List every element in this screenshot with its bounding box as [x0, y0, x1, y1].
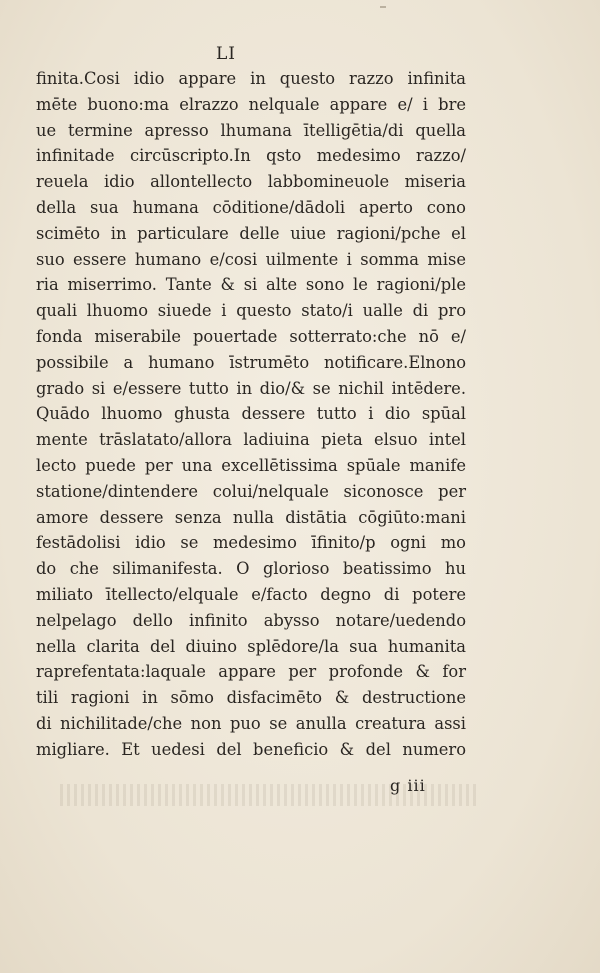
text-line: nelpelago dello infinito abysso notare/uedendo	[36, 610, 466, 630]
text-line: do che silimanifesta. O glorioso beatissimo hu	[36, 559, 466, 579]
ink-speck	[380, 6, 386, 8]
text-line: statione/dintendere colui/nelquale siconosce per	[36, 481, 466, 501]
text-line: mente trāslatato/allora ladiuina pieta elsuo intel	[36, 430, 466, 450]
text-line: quali lhuomo siuede i questo stato/i ualle di pro	[36, 301, 466, 321]
text-line: reuela idio allontellecto labbomineuole miseria	[36, 172, 466, 192]
text-line: raprefentata:laquale appare per profonde & for	[36, 662, 466, 682]
text-line: miliato ītellecto/elquale e/facto degno di potere	[36, 584, 466, 604]
text-line: nella clarita del diuino splēdore/la sua humanita	[36, 636, 466, 656]
text-line: di nichilitade/che non puo se anulla creatura assi	[36, 713, 466, 733]
text-line: migliare. Et uedesi del beneficio & del numero	[36, 739, 466, 759]
text-line: della sua humana cōditione/dādoli aperto cono	[36, 197, 466, 217]
folio-number: LI	[215, 44, 236, 64]
text-line: lecto puede per una excellētissima spūale manife	[36, 455, 466, 475]
body-text	[36, 66, 466, 763]
text-line: amore dessere senza nulla distātia cōgiūto:mani	[36, 507, 466, 527]
text-line: Quādo lhuomo ghusta dessere tutto i dio spūal	[36, 404, 466, 424]
text-line: ue termine apresso lhumana ītelligētia/di quella	[36, 120, 466, 140]
text-line: suo essere humano e/cosi uilmente i somma mise	[36, 249, 466, 269]
text-line: ria miserrimo. Tante & si alte sono le ragioni/ple	[36, 275, 466, 295]
text-line: infinitade circūscripto.In qsto medesimo razzo/	[36, 146, 466, 166]
text-line: fonda miserabile pouertade sotterrato:che nō e/	[36, 326, 466, 346]
text-line: possibile a humano īstrumēto notificare.Elnono	[36, 352, 466, 372]
text-line: festādolisi idio se medesimo īfinito/p ogni mo	[36, 533, 466, 553]
text-line: finita.Cosi idio appare in questo razzo infinita	[36, 69, 466, 88]
text-line: grado si e/essere tutto in dio/& se nichil intēdere.	[36, 378, 466, 398]
text-line: tili ragioni in sōmo disfacimēto & destructione	[36, 688, 466, 708]
text-line: scimēto in particulare delle uiue ragioni/pche el	[36, 223, 466, 243]
text-line: mēte buono:ma elrazzo nelquale appare e/ i bre	[36, 94, 466, 114]
signature-mark: g iii	[390, 776, 426, 795]
